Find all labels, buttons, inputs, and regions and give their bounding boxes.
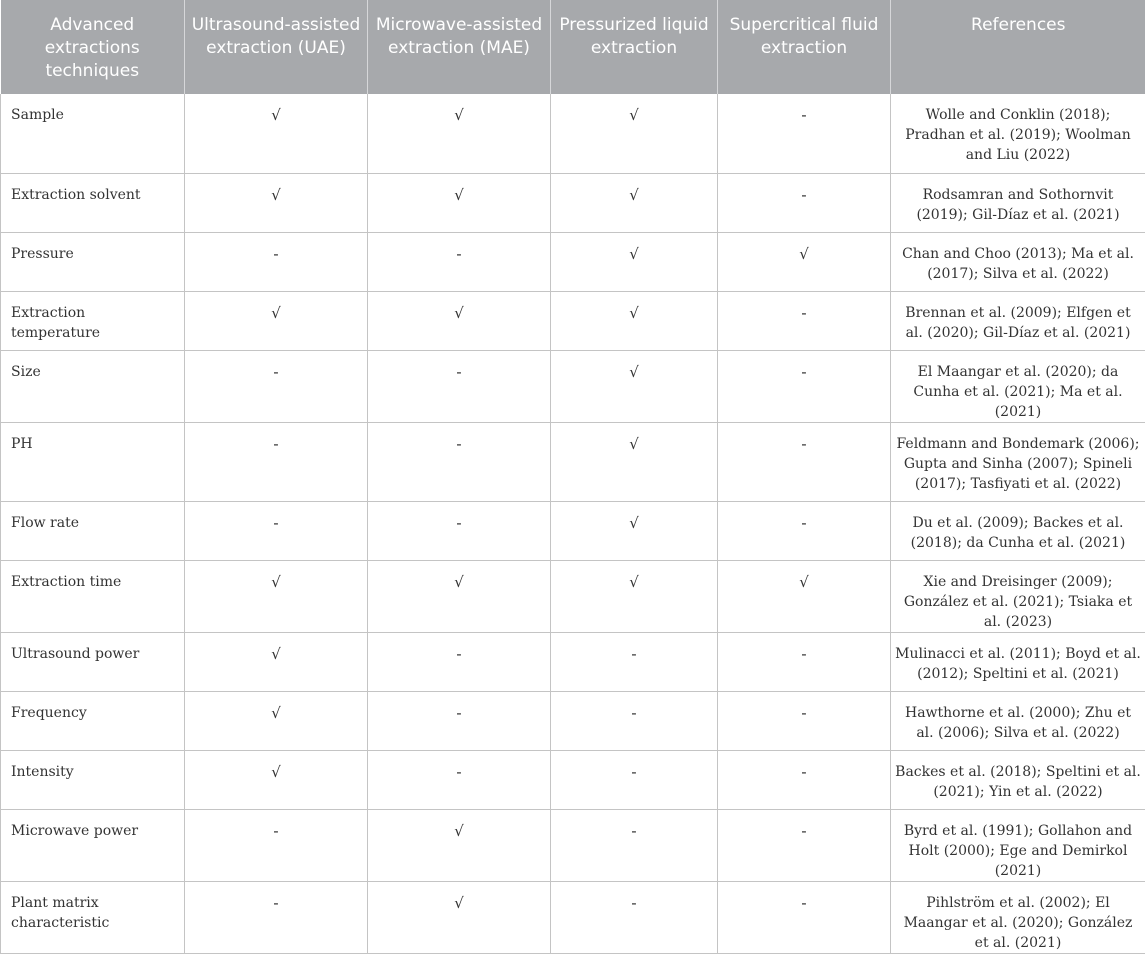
table-row: [1, 94, 1145, 173]
ple-mark: √: [551, 94, 718, 173]
row-parameter: Flow rate: [1, 501, 185, 560]
mae-mark: √: [368, 94, 551, 173]
references-cell: Wolle and Conklin (2018); Pradhan et al. (2019); Woolman and Liu (2022): [891, 94, 1145, 173]
mae-mark: √: [368, 881, 551, 953]
references-cell: El Maangar et al. (2020); da Cunha et al. (2021); Ma et al. (2021): [891, 350, 1145, 422]
uae-mark: -: [185, 422, 368, 501]
sfe-mark: -: [718, 173, 891, 232]
header-techniques: Advanced extractions techniques: [1, 0, 185, 94]
header-mae: Microwave-assisted extraction (MAE): [368, 0, 551, 94]
sfe-mark: -: [718, 94, 891, 173]
mae-mark: √: [368, 291, 551, 350]
uae-mark: -: [185, 350, 368, 422]
table-row: [1, 560, 1145, 632]
header-ple: Pressurized liquid extraction: [551, 0, 718, 94]
uae-mark: √: [185, 173, 368, 232]
uae-mark: √: [185, 291, 368, 350]
row-parameter: Sample: [1, 94, 185, 173]
row-parameter: Extraction solvent: [1, 173, 185, 232]
uae-mark: -: [185, 232, 368, 291]
row-parameter: Frequency: [1, 691, 185, 750]
mae-mark: -: [368, 501, 551, 560]
mae-mark: √: [368, 560, 551, 632]
ple-mark: √: [551, 422, 718, 501]
table-row: [1, 232, 1145, 291]
sfe-mark: √: [718, 560, 891, 632]
mae-mark: √: [368, 173, 551, 232]
row-parameter: Ultrasound power: [1, 632, 185, 691]
ple-mark: √: [551, 232, 718, 291]
row-parameter: Pressure: [1, 232, 185, 291]
uae-mark: √: [185, 691, 368, 750]
table-row: [1, 750, 1145, 809]
sfe-mark: -: [718, 809, 891, 881]
row-parameter: Plant matrix characteristic: [1, 881, 185, 953]
header-references: References: [891, 0, 1145, 94]
sfe-mark: -: [718, 291, 891, 350]
ple-mark: √: [551, 501, 718, 560]
table-row: [1, 350, 1145, 422]
table-header-row: [1, 0, 1145, 94]
mae-mark: -: [368, 422, 551, 501]
references-cell: Feldmann and Bondemark (2006); Gupta and Sinha (2007); Spineli (2017); Tasfiyati et al. (2022): [891, 422, 1145, 501]
ple-mark: -: [551, 691, 718, 750]
uae-mark: √: [185, 750, 368, 809]
sfe-mark: -: [718, 881, 891, 953]
references-cell: Mulinacci et al. (2011); Boyd et al. (2012); Speltini et al. (2021): [891, 632, 1145, 691]
references-cell: Chan and Choo (2013); Ma et al. (2017); Silva et al. (2022): [891, 232, 1145, 291]
ple-mark: -: [551, 881, 718, 953]
row-parameter: Extraction time: [1, 560, 185, 632]
sfe-mark: -: [718, 422, 891, 501]
ple-mark: √: [551, 173, 718, 232]
row-parameter: Intensity: [1, 750, 185, 809]
references-cell: Brennan et al. (2009); Elfgen et al. (2020); Gil-Díaz et al. (2021): [891, 291, 1145, 350]
sfe-mark: √: [718, 232, 891, 291]
table-row: [1, 691, 1145, 750]
mae-mark: -: [368, 632, 551, 691]
mae-mark: -: [368, 232, 551, 291]
header-uae: Ultrasound-assisted extraction (UAE): [185, 0, 368, 94]
uae-mark: -: [185, 501, 368, 560]
references-cell: Pihlström et al. (2002); El Maangar et al. (2020); González et al. (2021): [891, 881, 1145, 953]
table-row: [1, 422, 1145, 501]
sfe-mark: -: [718, 632, 891, 691]
row-parameter: Size: [1, 350, 185, 422]
mae-mark: -: [368, 350, 551, 422]
header-sfe: Supercritical fluid extraction: [718, 0, 891, 94]
references-cell: Backes et al. (2018); Speltini et al. (2021); Yin et al. (2022): [891, 750, 1145, 809]
uae-mark: √: [185, 94, 368, 173]
table-row: [1, 632, 1145, 691]
ple-mark: √: [551, 350, 718, 422]
table-row: [1, 173, 1145, 232]
ple-mark: √: [551, 291, 718, 350]
references-cell: Du et al. (2009); Backes et al. (2018); da Cunha et al. (2021): [891, 501, 1145, 560]
ple-mark: -: [551, 809, 718, 881]
uae-mark: √: [185, 632, 368, 691]
uae-mark: -: [185, 809, 368, 881]
row-parameter: Extraction temperature: [1, 291, 185, 350]
references-cell: Xie and Dreisinger (2009); González et al. (2021); Tsiaka et al. (2023): [891, 560, 1145, 632]
references-cell: Hawthorne et al. (2000); Zhu et al. (2006); Silva et al. (2022): [891, 691, 1145, 750]
mae-mark: √: [368, 809, 551, 881]
ple-mark: -: [551, 632, 718, 691]
sfe-mark: -: [718, 350, 891, 422]
references-cell: Byrd et al. (1991); Gollahon and Holt (2000); Ege and Demirkol (2021): [891, 809, 1145, 881]
sfe-mark: -: [718, 750, 891, 809]
row-parameter: Microwave power: [1, 809, 185, 881]
ple-mark: √: [551, 560, 718, 632]
uae-mark: -: [185, 881, 368, 953]
table-row: [1, 501, 1145, 560]
sfe-mark: -: [718, 691, 891, 750]
row-parameter: PH: [1, 422, 185, 501]
mae-mark: -: [368, 691, 551, 750]
table-row: [1, 881, 1145, 953]
sfe-mark: -: [718, 501, 891, 560]
table-row: [1, 809, 1145, 881]
table-row: [1, 291, 1145, 350]
uae-mark: √: [185, 560, 368, 632]
mae-mark: -: [368, 750, 551, 809]
ple-mark: -: [551, 750, 718, 809]
references-cell: Rodsamran and Sothornvit (2019); Gil-Díaz et al. (2021): [891, 173, 1145, 232]
